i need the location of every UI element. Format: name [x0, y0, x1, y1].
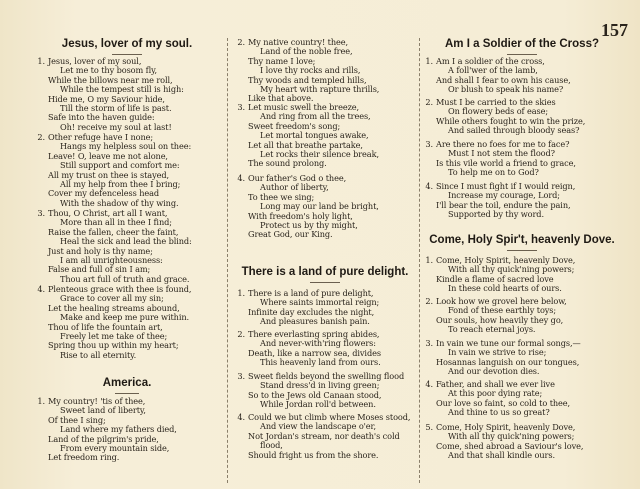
column-divider-right [419, 38, 420, 483]
verse-line: Like that above. [248, 93, 314, 104]
verse-line: And pleasures banish pain. [260, 316, 370, 327]
verse [36, 397, 218, 463]
hymn-title: Jesus, lover of my soul. [61, 38, 193, 50]
verse-line: In these cold hearts of ours. [448, 283, 562, 294]
verse-line: In vain we strive to rise; [448, 347, 547, 358]
verse-line: Raise the fallen, cheer the faint, [48, 226, 179, 237]
verse-line: And shall I fear to own his cause, [436, 74, 571, 85]
verse [424, 182, 620, 220]
verse-line: Hangs my helpless soul on thee: [60, 141, 192, 152]
verse-line: Land where my fathers died, [60, 424, 177, 435]
verse-line: And thine to us so great? [448, 407, 550, 418]
verse-number: 1. [425, 255, 433, 265]
title-underline [310, 282, 340, 283]
verse-line: And never-with'ring flowers: [260, 338, 376, 349]
verse [424, 297, 620, 335]
verse-line: Oh! receive my soul at last! [60, 121, 172, 132]
verse-line: 2. Look how we grovel here below, [425, 296, 567, 306]
verse-line: And our devotion dies. [448, 366, 540, 377]
verse-line: Let the healing streams abound, [48, 302, 180, 313]
verse-line: Hosannas languish on our tongues, [436, 356, 580, 367]
title-underline [507, 54, 537, 55]
verse-number: 4. [237, 412, 245, 422]
verse-line: 1. Come, Holy Spirit, heavenly Dove, [425, 255, 576, 265]
verse-number: 3. [425, 338, 433, 348]
verse-line: I'll bear the toil, endure the pain, [436, 199, 571, 210]
verse-line: Thy woods and templed hills, [248, 74, 367, 85]
verse-line: Sweet freedom's song; [248, 120, 341, 131]
verse-line: Safe into the haven guide: [48, 112, 155, 123]
verse [236, 174, 414, 240]
verse-number: 3. [237, 102, 245, 112]
verse [36, 133, 218, 208]
hymn-title: America. [102, 377, 152, 389]
verse-line: Should fright us from the shore. [248, 449, 379, 460]
verse-line: And ring from all the trees, [260, 111, 371, 122]
verse [424, 423, 620, 461]
verse-line: Just and holy is thy name; [48, 245, 153, 256]
verse-number: 4. [425, 379, 433, 389]
verse-line: At this poor dying rate; [448, 388, 543, 399]
verse-line: 3. Thou, O Christ, art all I want, [37, 208, 168, 218]
verse-line: Kindle a flame of sacred love [436, 273, 554, 284]
verse-line: While the billows near me roll, [48, 74, 173, 85]
verse [236, 413, 414, 460]
verse-line: Must I not stem the flood? [448, 148, 555, 159]
verse-line: Long may our land be bright, [260, 201, 379, 212]
verse [424, 140, 620, 178]
verse-number: 5. [425, 422, 433, 432]
verse [36, 285, 218, 360]
verse-line: Sweet land of liberty, [60, 405, 146, 416]
verse-line: 4. Our father's God o thee, [237, 173, 347, 183]
verse-line: 2. My native country! thee, [237, 37, 348, 47]
verse-line: While the tempest still is high: [60, 84, 184, 95]
verse-line: flood, [260, 440, 283, 451]
verse-line: And that shall kindle ours. [448, 450, 555, 461]
verse-line: With the shadow of thy wing. [60, 197, 179, 208]
title-underline [115, 393, 139, 394]
verse-line: Till the storm of life is past. [60, 103, 172, 114]
verse-line: And sailed through bloody seas? [448, 125, 580, 136]
title-underline [507, 250, 537, 251]
verse-line: Cover my defenceless head [48, 188, 160, 199]
verse-number: 1. [37, 56, 45, 66]
verse-line: Or blush to speak his name? [448, 84, 564, 95]
verse-line: Fond of these earthly toys; [448, 305, 557, 316]
verse [236, 330, 414, 368]
verse-line: 4. Since I must fight if I would reign, [425, 181, 576, 191]
verse-line: Let me to thy bosom fly, [60, 65, 158, 76]
verse-number: 3. [425, 139, 433, 149]
verse-line: I am all unrighteousness: [60, 255, 163, 266]
verse [236, 38, 414, 104]
verse-line: Make and keep me pure within. [60, 312, 190, 323]
verse-line: 1. Am I a soldier of the cross, [425, 56, 545, 66]
title-underline [112, 54, 142, 55]
hymn-title: There is a land of pure delight. [241, 266, 409, 278]
verse-line: 4. Could we but climb where Moses stood, [237, 412, 411, 422]
verse-line: 2. Must I be carried to the skies [425, 97, 556, 107]
page-number: 157 [601, 20, 628, 40]
column-divider-left [227, 38, 228, 483]
verse-line: Our love so faint, so cold to thee, [436, 397, 571, 408]
verse-line: The sound prolong. [248, 158, 327, 169]
verse-line: On flowery beds of ease; [448, 106, 548, 117]
verse [424, 256, 620, 294]
verse-line: With all thy quick'ning powers; [448, 431, 575, 442]
verse-line: Supported by thy word. [448, 209, 544, 220]
verse-line: Infinite day excludes the night, [248, 306, 375, 317]
verse-line: And view the landscape o'er, [260, 421, 376, 432]
verse-line: All my help from thee I bring; [60, 179, 181, 190]
verse-line: Is this vile world a friend to grace, [436, 157, 576, 168]
verse-line: Heal the sick and lead the blind: [60, 236, 192, 247]
verse-line: While Jordan roll'd between. [260, 399, 376, 410]
verse-line: False and full of sin I am; [48, 264, 151, 275]
verse-line: A foll'wer of the lamb, [448, 65, 538, 76]
verse [424, 380, 620, 418]
verse-line: This heavenly land from ours. [260, 357, 381, 368]
verse [424, 339, 620, 377]
verse-line: 4. Father, and shall we ever live [425, 379, 555, 389]
verse-line: Great God, our King. [248, 229, 333, 240]
verse-number: 2. [37, 132, 45, 142]
verse-line: Grace to cover all my sin; [60, 293, 164, 304]
verse-line: Let freedom ring. [48, 452, 120, 463]
verse-line: My heart with rapture thrills, [260, 84, 380, 95]
verse-line: 4. Plenteous grace with thee is found, [37, 284, 192, 294]
verse [36, 209, 218, 284]
verse-line: Author of liberty, [260, 182, 329, 193]
verse-number: 1. [237, 288, 245, 298]
verse-line: Still support and comfort me: [60, 160, 180, 171]
verse-line: Let mortal tongues awake, [260, 130, 369, 141]
verse-line: 3. Are there no foes for me to face? [425, 139, 570, 149]
verse-line: From every mountain side, [60, 443, 170, 454]
verse-line: To reach eternal joys. [448, 324, 536, 335]
verse-number: 4. [237, 173, 245, 183]
verse-number: 1. [37, 396, 45, 406]
verse-number: 2. [425, 97, 433, 107]
verse [236, 372, 414, 410]
verse-line: 2. There everlasting spring abides, [237, 329, 380, 339]
verse-line: Stand dress'd in living green; [260, 380, 380, 391]
verse-line: So to the Jews old Canaan stood, [248, 389, 382, 400]
verse-line: With freedom's holy light, [248, 210, 353, 221]
verse-line: Thy name I love; [248, 55, 316, 66]
verse [36, 57, 218, 132]
verse-line: More than all in thee I find; [60, 217, 172, 228]
verse-line: Come, shed abroad a Saviour's love, [436, 440, 584, 451]
verse-line: Not Jordan's stream, nor death's cold [248, 430, 400, 441]
verse-line: Let rocks their silence break, [260, 149, 379, 160]
verse-line: With all thy quick'ning powers; [448, 264, 575, 275]
verse-line: 1. There is a land of pure delight, [237, 288, 374, 298]
verse-line: To help me on to God? [448, 167, 539, 178]
verse-line: 2. Other refuge have I none; [37, 132, 154, 142]
verse [236, 103, 414, 169]
verse-number: 2. [425, 296, 433, 306]
verse-line: Death, like a narrow sea, divides [248, 347, 381, 358]
hymn-title: Am I a Soldier of the Cross? [445, 38, 599, 50]
verse-line: Freely let me take of thee; [60, 331, 168, 342]
verse-number: 3. [37, 208, 45, 218]
verse-line: Spring thou up within my heart; [48, 340, 179, 351]
verse-line: Land of the noble free, [260, 46, 353, 57]
verse-line: 1. My country! 'tis of thee, [37, 396, 146, 406]
verse [424, 98, 620, 136]
verse-line: Where saints immortal reign; [260, 297, 380, 308]
verse-line: 3. In vain we tune our formal songs,— [425, 338, 581, 348]
verse-line: Our souls, how heavily they go, [436, 314, 564, 325]
verse-line: 3. Sweet fields beyond the swelling flood [237, 371, 405, 381]
verse-number: 3. [237, 371, 245, 381]
verse-number: 4. [37, 284, 45, 294]
verse-line: Of thee I sing; [48, 414, 106, 425]
verse-number: 2. [237, 37, 245, 47]
verse-line: Rise to all eternity. [60, 349, 137, 360]
verse [236, 289, 414, 327]
verse-line: All my trust on thee is stayed, [48, 169, 169, 180]
verse-line: Land of the pilgrim's pride, [48, 433, 159, 444]
verse-number: 2. [237, 329, 245, 339]
verse-line: 3. Let music swell the breeze, [237, 102, 360, 112]
verse-line: Increase my courage, Lord; [448, 190, 560, 201]
verse-line: Let all that breathe partake, [248, 139, 363, 150]
verse-line: Thou of life the fountain art, [48, 321, 163, 332]
verse-number: 1. [425, 56, 433, 66]
verse-line: While others fought to win the prize, [436, 115, 586, 126]
verse [424, 57, 620, 95]
verse-line: Hide me, O my Saviour hide, [48, 93, 165, 104]
verse-line: Leave! O, leave me not alone, [48, 150, 168, 161]
hymn-title: Come, Holy Spir't, heavenly Dove. [429, 234, 615, 246]
verse-line: 1. Jesus, lover of my soul, [37, 56, 142, 66]
verse-line: Protect us by thy might, [260, 220, 358, 231]
verse-line: Thou art full of truth and grace. [60, 273, 190, 284]
verse-line: I love thy rocks and rills, [260, 65, 361, 76]
verse-number: 4. [425, 181, 433, 191]
verse-line: 5. Come, Holy Spirit, heavenly Dove, [425, 422, 576, 432]
verse-line: To thee we sing; [248, 191, 315, 202]
